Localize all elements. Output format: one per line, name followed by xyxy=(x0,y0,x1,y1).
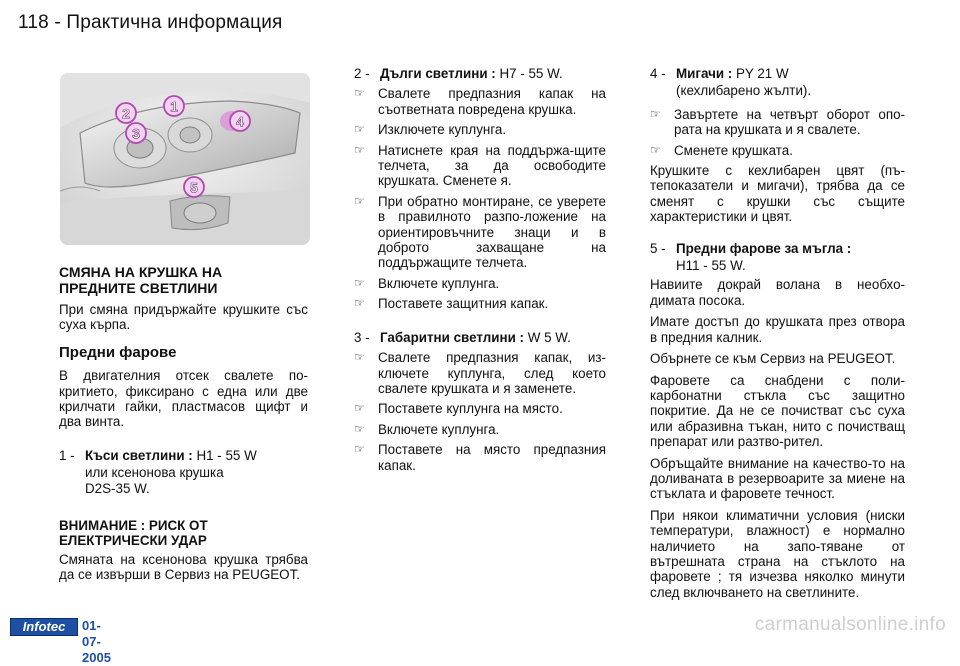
svg-text:5: 5 xyxy=(190,179,198,196)
pointing-hand-icon: ☞ xyxy=(354,421,365,436)
list-item: ☞ Сменете крушката. xyxy=(650,142,793,158)
pointing-hand-icon: ☞ xyxy=(354,122,365,137)
list-item: ☞ При обратно монтиране, се уверете в правилното разпо-ложение на ориентировъчните знаци и в доброто захващане на поддържащите телчета. xyxy=(354,193,606,271)
item-4-bullets xyxy=(650,107,905,158)
list-item: ☞ Включете куплунга. xyxy=(354,421,500,437)
callout-1 xyxy=(164,96,184,116)
column-2 xyxy=(354,66,606,478)
pointing-hand-icon: ☞ xyxy=(354,142,365,157)
pointing-hand-icon: ☞ xyxy=(354,193,365,208)
pointing-hand-icon: ☞ xyxy=(354,275,365,290)
item-2: 2 - Дълги светлини : H7 - 55 W. xyxy=(354,66,563,81)
pointing-hand-icon: ☞ xyxy=(354,296,365,311)
car-front-drawing xyxy=(60,73,310,245)
pointing-hand-icon: ☞ xyxy=(650,142,661,157)
column-1 xyxy=(59,264,308,589)
svg-text:1: 1 xyxy=(170,98,178,115)
item-4-sub: (кехлибарено жълти). xyxy=(676,83,812,99)
headlamp-illustration xyxy=(60,73,310,245)
list-item: ☞ Поставете на място предпазния капак. xyxy=(354,442,606,473)
subheading: Предни фарове xyxy=(59,343,177,361)
para: Обръщайте внимание на качество-то на доливаната в резервоарите за миене на стъклата и фаровете течност. xyxy=(650,455,905,502)
list-item: ☞ Завъртете на четвърт оборот опо-рата на крушката и я свалете. xyxy=(650,106,905,138)
bulb-color-note: Крушките с кехлибарен цвят (пъ-тепоказатели и мигачи), трябва да се сменят с крушки със същите характеристики и цвят. xyxy=(650,163,905,225)
warning-title: ВНИМАНИЕ : РИСК ОТ ЕЛЕКТРИЧЕСКИ УДАР xyxy=(59,518,208,549)
para: Фаровете са снабдени с поли-карбонатни стъкла със защитно покритие. Да не се почистват със суха или абразивна тъкан, нито с почистващ препарат или разтво-рител. xyxy=(650,372,905,450)
list-item: ☞ Изключете куплунга. xyxy=(354,122,507,138)
callout-3 xyxy=(126,123,146,143)
pointing-hand-icon: ☞ xyxy=(354,401,365,416)
para: Обърнете се към Сервиз на PEUGEOT. xyxy=(650,351,896,367)
para: Имате достъп до крушката през отвора в предния калник. xyxy=(650,314,905,345)
item-1-sub: или ксенонова крушка D2S-35 W. xyxy=(85,465,224,496)
item-4: 4 - Мигачи : PY 21 W xyxy=(650,66,789,81)
callout-4 xyxy=(230,111,250,131)
list-item: ☞ Натиснете края на поддържа-щите телчета, за да освободите крушката. Сменете я. xyxy=(354,142,606,189)
para: При някои климатични условия (ниски температури, влажност) е нормално наличието на запо-тяване от вътрешната страна на стъклото на фаровете ; тя изчезва няколко минути след включването на светлините. xyxy=(650,507,905,600)
intro-text: При смяна придържайте крушките със суха кърпа. xyxy=(59,302,308,333)
item-5: 5 - Предни фарове за мъгла : xyxy=(650,240,852,256)
list-item: ☞ Включете куплунга. xyxy=(354,275,500,291)
item-3-bullets xyxy=(354,350,606,473)
pointing-hand-icon: ☞ xyxy=(354,350,365,365)
page-title: 118 - Практична информация xyxy=(18,12,283,33)
para: Навиите докрай волана в необхо-димата посока. xyxy=(650,277,905,308)
infotec-logo: Infotec xyxy=(10,618,78,636)
pointing-hand-icon: ☞ xyxy=(650,106,661,121)
column-3 xyxy=(650,66,905,606)
section-title: СМЯНА НА КРУШКА НА ПРЕДНИТЕ СВЕТЛИНИ xyxy=(59,264,223,296)
list-item: ☞ Поставете защитния капак. xyxy=(354,296,549,312)
pointing-hand-icon: ☞ xyxy=(354,442,365,457)
item-2-bullets xyxy=(354,86,606,311)
list-item: ☞ Поставете куплунга на място. xyxy=(354,401,563,417)
svg-text:2: 2 xyxy=(122,105,130,122)
callout-2 xyxy=(116,103,136,123)
item-3: 3 - Габаритни светлини : W 5 W. xyxy=(354,329,571,345)
list-item: ☞ Свалете предпазния капак на съответната повредена крушка. xyxy=(354,86,606,117)
para-cover: В двигателния отсек свалете по-критието, фиксирано с една или две крилчати гайки, пластмасов щифт и два винта. xyxy=(59,368,308,430)
list-item: ☞ Свалете предпазния капак, из-ключете куплунга, след което свалете крушката и я заменете. xyxy=(354,350,606,396)
svg-text:3: 3 xyxy=(132,125,140,142)
pointing-hand-icon: ☞ xyxy=(354,86,365,101)
item-5-value: H11 - 55 W. xyxy=(676,258,746,274)
svg-text:4: 4 xyxy=(236,113,244,130)
watermark: carmanualsonline.info xyxy=(754,614,946,635)
warning-text: Смяната на ксенонова крушка трябва да се извърши в Сервиз на PEUGEOT. xyxy=(59,552,308,583)
callout-5 xyxy=(184,177,204,197)
item-1: 1 - Къси светлини : H1 - 55 W xyxy=(59,447,257,463)
footer-date: 01-07-2005 xyxy=(82,618,111,665)
